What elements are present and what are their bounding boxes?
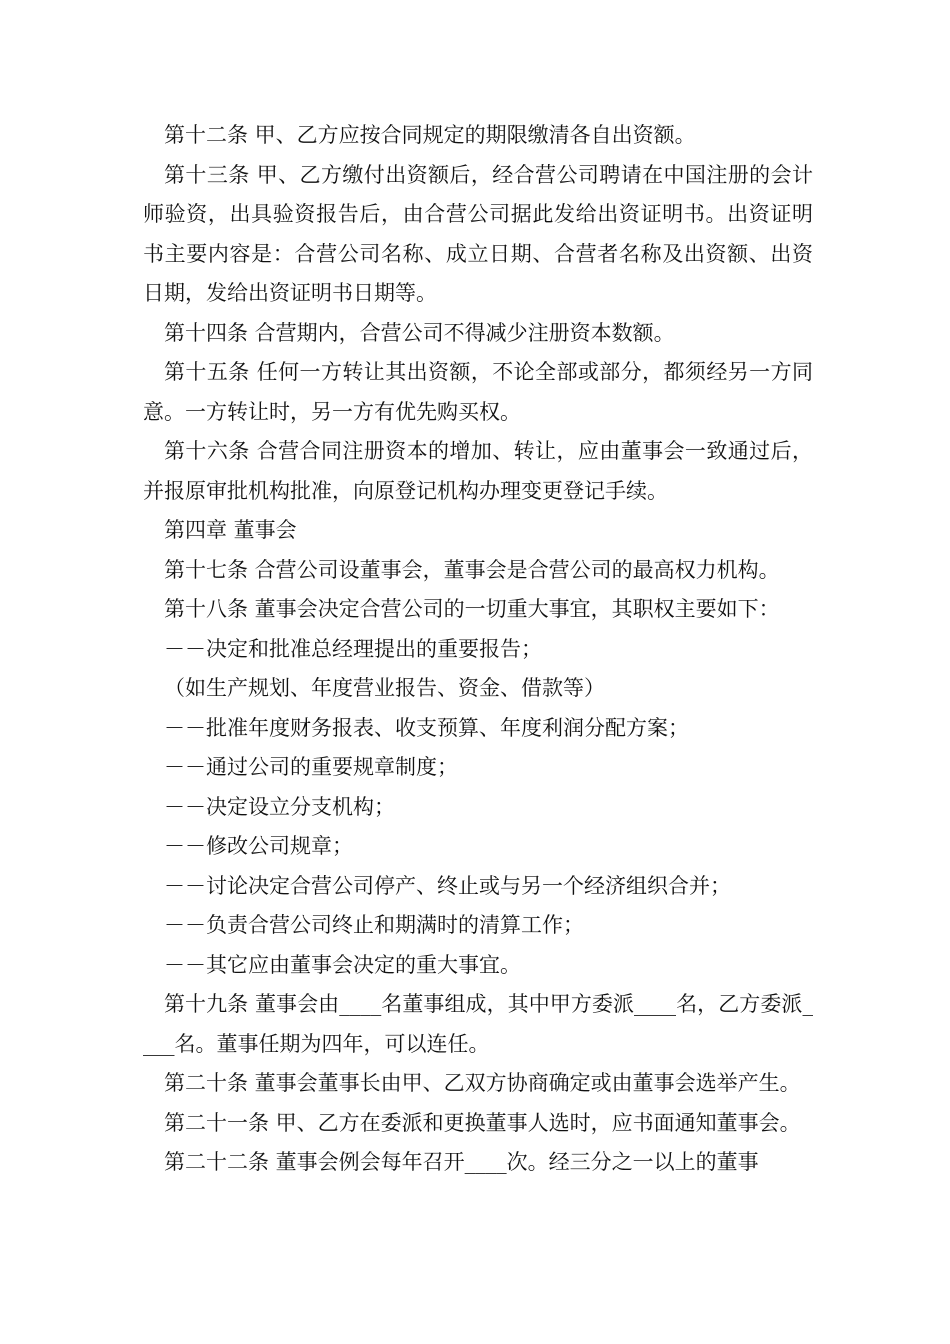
chapter-4-heading: 第四章 董事会 xyxy=(164,518,297,542)
list-item: －－其它应由董事会决定的重大事宜。 xyxy=(164,952,521,977)
article-13: 第十三条 甲、乙方缴付出资额后，经合营公司聘请在中国注册的会计师验资，出具验资报告后，由合营公司据此发给出资证明书。出资证明书主要内容是：合营公司名称、成立日期、合营者名称及出资额、出资日期，发给出资证明书日期等。 xyxy=(143,162,813,305)
article-18: 第十八条 董事会决定合营公司的一切重大事宜，其职权主要如下： xyxy=(164,597,780,621)
article-16: 第十六条 合营合同注册资本的增加、转让，应由董事会一致通过后，并报原审批机构批准，向原登记机构办理变更登记手续。 xyxy=(143,439,813,503)
list-item: －－讨论决定合营公司停产、终止或与另一个经济组织合并； xyxy=(164,873,731,898)
list-item: －－决定设立分支机构； xyxy=(164,794,395,819)
article-21: 第二十一条 甲、乙方在委派和更换董事人选时，应书面通知董事会。 xyxy=(164,1110,801,1135)
article-17: 第十七条 合营公司设董事会，董事会是合营公司的最高权力机构。 xyxy=(164,557,780,582)
article-22: 第二十二条 董事会例会每年召开____次。经三分之一以上的董事 xyxy=(164,1150,759,1174)
list-item-note: （如生产规划、年度营业报告、资金、借款等） xyxy=(164,676,605,700)
list-item: －－批准年度财务报表、收支预算、年度利润分配方案； xyxy=(164,715,689,740)
article-14: 第十四条 合营期内，合营公司不得减少注册资本数额。 xyxy=(164,320,675,345)
article-19: 第十九条 董事会由____名董事组成，其中甲方委派____名，乙方委派____名。董事任期为四年，可以连任。 xyxy=(143,992,813,1056)
list-item: －－决定和批准总经理提出的重要报告； xyxy=(164,636,542,661)
article-15: 第十五条 任何一方转让其出资额，不论全部或部分，都须经另一方同意。一方转让时，另一方有优先购买权。 xyxy=(143,360,813,424)
list-item: －－修改公司规章； xyxy=(164,834,353,858)
article-12: 第十二条 甲、乙方应按合同规定的期限缴清各自出资额。 xyxy=(164,123,696,147)
list-item: －－通过公司的重要规章制度； xyxy=(164,755,458,779)
article-20: 第二十条 董事会董事长由甲、乙双方协商确定或由董事会选举产生。 xyxy=(164,1071,801,1095)
document-body xyxy=(143,116,813,1183)
list-item: －－负责合营公司终止和期满时的清算工作； xyxy=(164,913,584,937)
